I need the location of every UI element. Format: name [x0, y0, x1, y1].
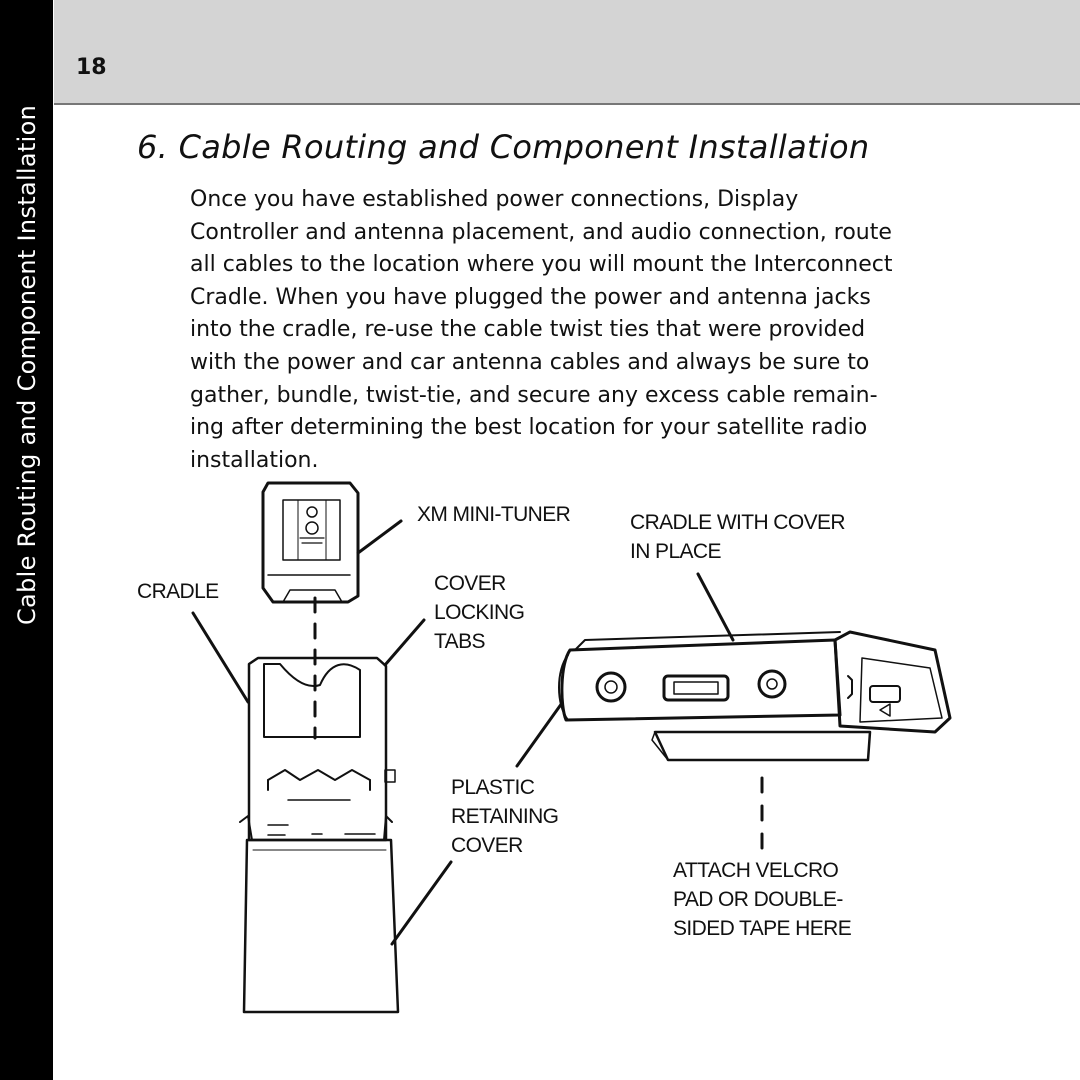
cradle-illustration — [240, 658, 398, 1012]
label-xm-mini-tuner: XM MINI-TUNER — [417, 503, 571, 526]
body-line: all cables to the location where you will mount the Interconnect — [190, 252, 893, 278]
page-number: 18 — [76, 55, 107, 80]
label-plastic-retaining-cover: PLASTIC RETAINING COVER — [451, 776, 559, 857]
label-attach-velcro: ATTACH VELCRO PAD OR DOUBLE- SIDED TAPE HERE — [673, 859, 852, 940]
leader-line-tuner — [358, 521, 401, 553]
leader-line-plastic-cover — [517, 703, 562, 766]
leader-line-cover-tabs — [385, 620, 424, 665]
body-line: installation. — [190, 447, 319, 473]
body-line: gather, bundle, twist-tie, and secure any excess cable remain- — [190, 382, 878, 408]
cradle-with-cover-illustration — [559, 632, 950, 760]
label-cradle-with-cover: CRADLE WITH COVER IN PLACE — [630, 511, 845, 563]
xm-mini-tuner-illustration — [263, 483, 358, 602]
leader-line-cradle-cover — [698, 574, 733, 640]
leader-line-cradle — [193, 613, 248, 702]
label-cover-locking-tabs: COVER LOCKING TABS — [434, 572, 525, 653]
label-cradle: CRADLE — [137, 580, 219, 603]
leader-line-retaining-cover — [392, 862, 451, 944]
section-title: 6. Cable Routing and Component Installation — [137, 128, 870, 166]
body-line: Once you have established power connections, Display — [190, 187, 799, 212]
body-line: with the power and car antenna cables and always be sure to — [190, 349, 870, 375]
body-line: Controller and antenna placement, and audio connection, route — [190, 219, 892, 245]
sidebar-section-label: Cable Routing and Component Installation — [13, 104, 41, 625]
body-line: ing after determining the best location for your satellite radio — [190, 415, 868, 441]
body-line: Cradle. When you have plugged the power and antenna jacks — [190, 284, 871, 310]
body-line: into the cradle, re-use the cable twist ties that were provided — [190, 317, 866, 343]
